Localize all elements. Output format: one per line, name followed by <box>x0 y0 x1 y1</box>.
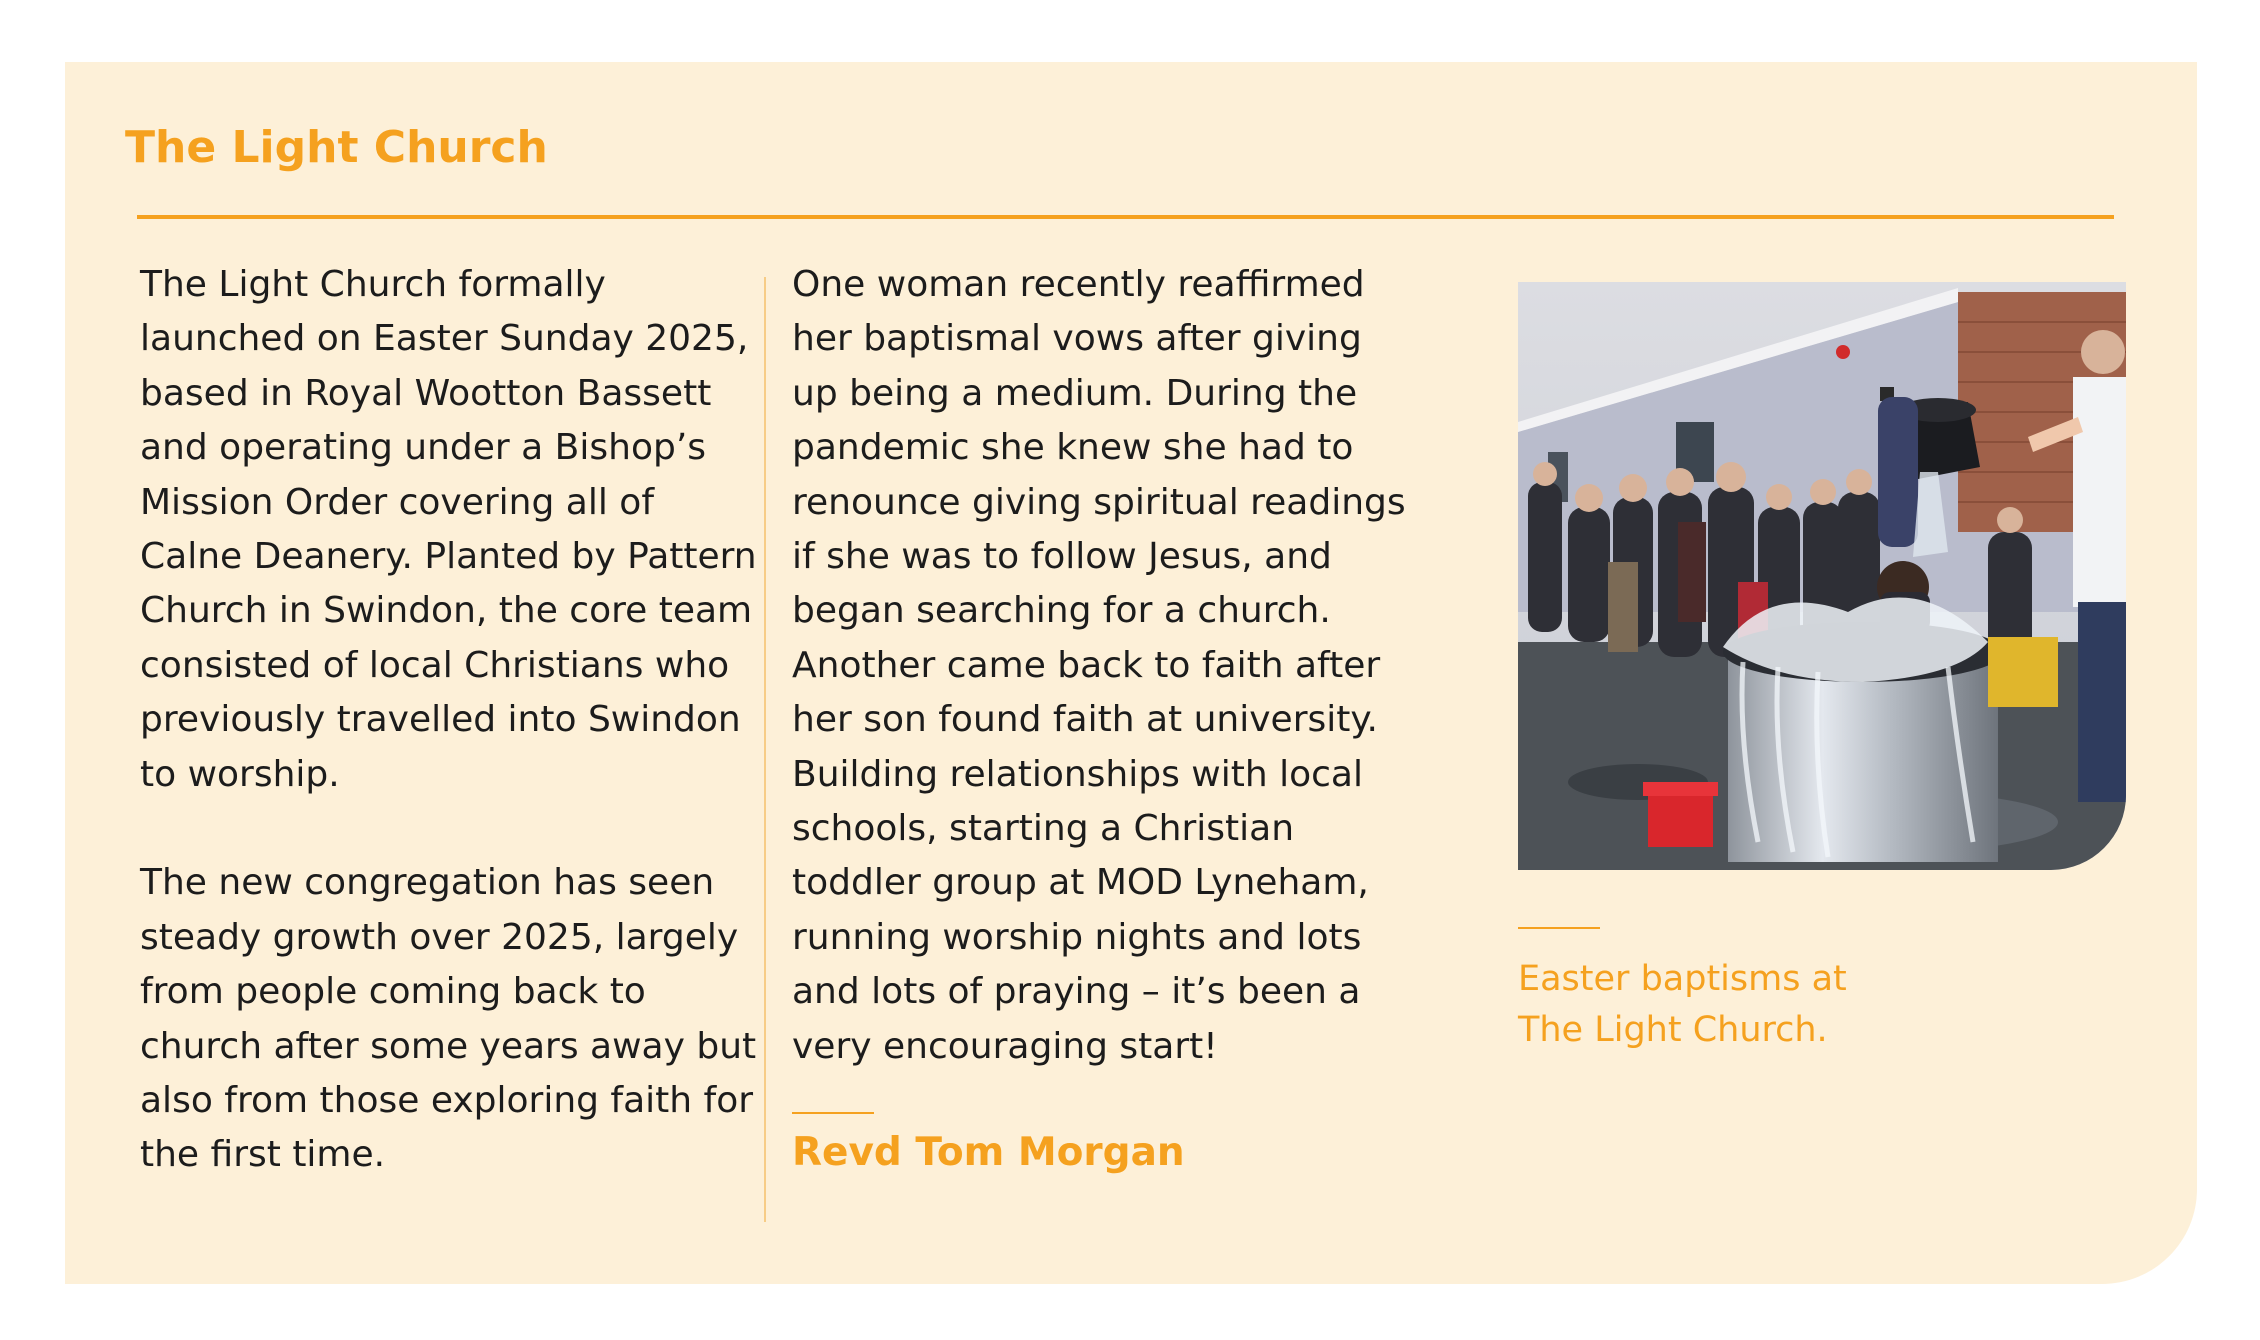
paragraph-stories: One woman recently reaffirmed her baptismal vows after giving up being a medium. During the pandemic she knew she had to renounce giving spiritual readings if she was to follow Jesus, and began searching for a church. Another came back to faith after her son found faith at university. Building relationships with local schools, starting a Christian toddler group at MOD Lyneham, running worship nights and lots and lots of praying – it’s been a very encouraging start! <box>792 264 1406 1067</box>
column-divider <box>764 277 766 1222</box>
article-panel <box>65 62 2197 1284</box>
author-rule <box>792 1112 874 1114</box>
paragraph-growth: The new congregation has seen steady growth over 2025, largely from people coming back to church after some years away but also from those exploring faith for the first time. <box>140 862 757 1176</box>
panel-title: The Light Church <box>125 122 548 173</box>
column-middle <box>792 258 1432 1181</box>
caption-rule <box>1518 927 1600 929</box>
photo-caption: Easter baptisms at The Light Church. <box>1518 959 1847 1050</box>
baptism-photo <box>1518 282 2126 870</box>
paragraph-launch: The Light Church formally launched on Easter Sunday 2025, based in Royal Wootton Bassett and operating under a Bishop’s Mission Order covering all of Calne Deanery. Planted by Pattern Church in Swindon, the core team consisted of local Christians who previously travelled into Swindon to worship. <box>140 264 757 795</box>
author-name: Revd Tom Morgan <box>792 1130 1185 1176</box>
column-left <box>140 258 760 1183</box>
title-divider <box>137 215 2114 219</box>
